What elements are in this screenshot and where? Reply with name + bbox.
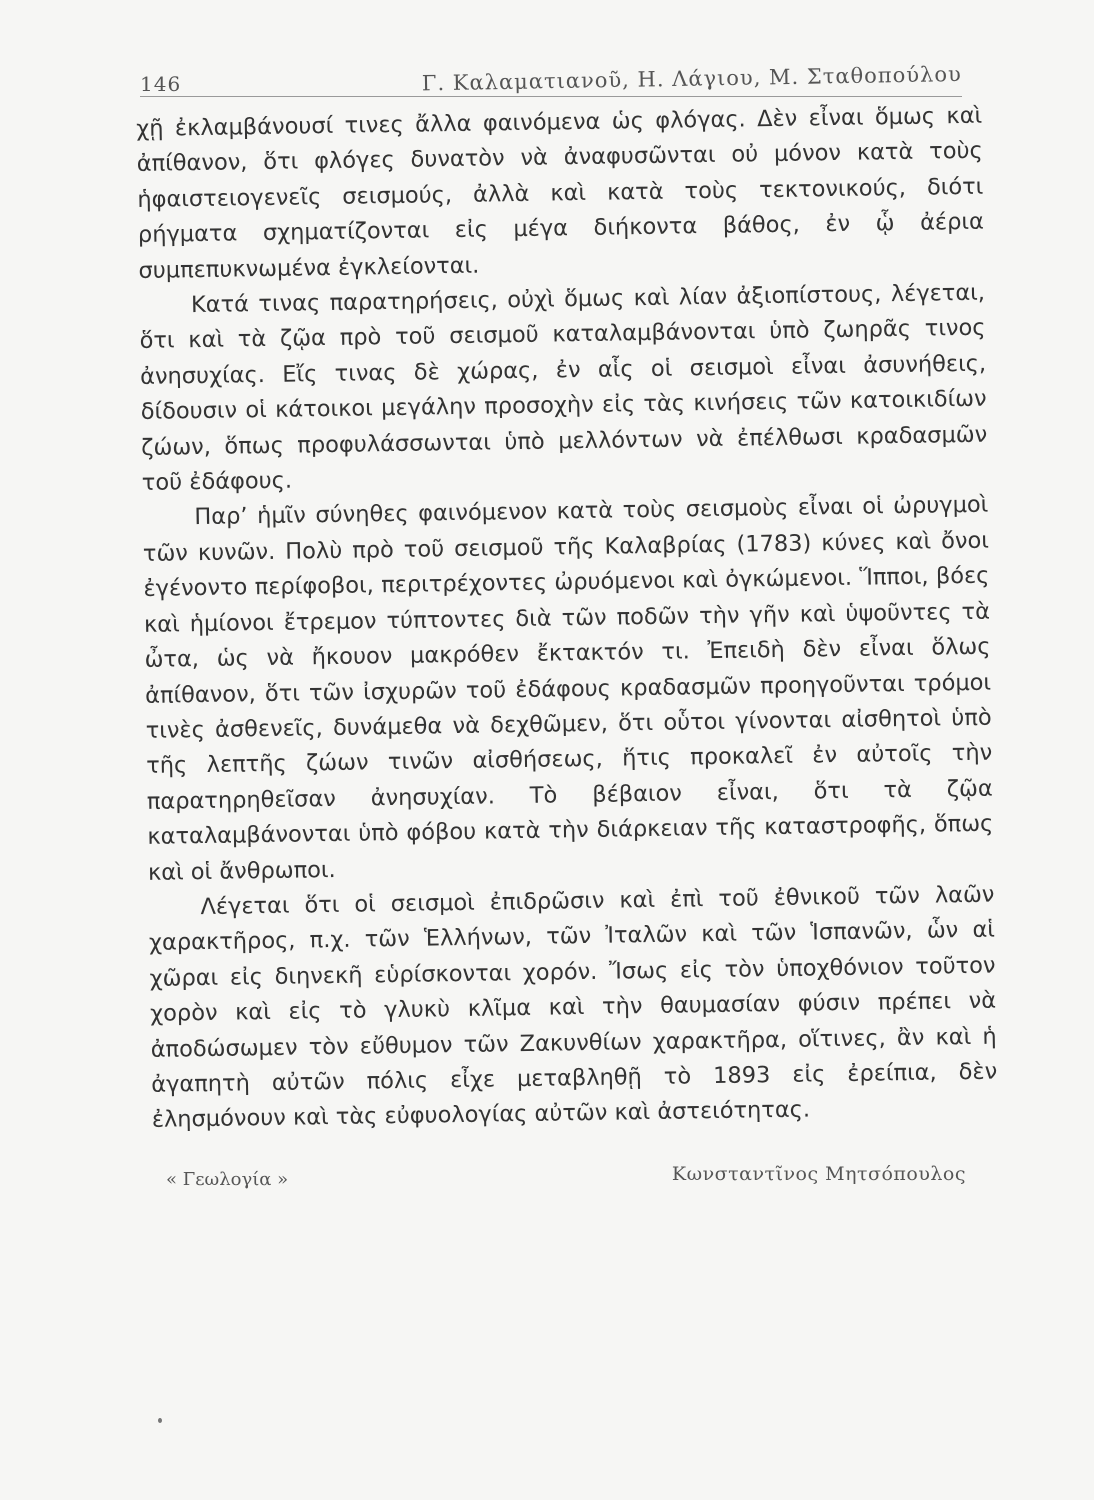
paragraph-3: Παρ’ ἡμῖν σύνηθες φαινόμενον κατὰ τοὺς σεισμοὺς εἶναι οἱ ὠρυγμοὶ τῶν κυνῶν. Πολὺ πρὸ τοῦ σεισμοῦ τῆς Καλαβρίας (1783) κύνες καὶ ὄνοι ἐγένοντο περίφοβοι, περιτρέχοντες ὠρυόμενοι καὶ ὀγκώμενοι. Ἵπποι, βόες καὶ ἡμίονοι ἔτρεμον τύπτοντες διὰ τῶν ποδῶν τὴν γῆν καὶ ὑψοῦντες τὰ ὦτα, ὡς νὰ ἤκουον μακρόθεν ἔκτακτόν τι. Ἐπειδὴ δὲν εἶναι ὅλως ἀπίθανον, ὅτι τῶν ἰσχυρῶν τοῦ ἐδάφους κραδασμῶν προηγοῦνται τρόμοι τινὲς ἀσθενεῖς, δυνάμεθα νὰ δεχθῶμεν, ὅτι οὗτοι γίνονται αἰσθητοὶ ὑπὸ τῆς λεπτῆς ζώων τινῶν αἰσθήσεως, ἥτις προκαλεῖ ἐν αὐτοῖς τὴν παρατηρηθεῖσαν ἀνησυχίαν. Τὸ βέβαιον εἶναι, ὅτι τὰ ζῷα καταλαμβάνονται ὑπὸ φόβου κατὰ τὴν διάρκειαν τῆς καταστροφῆς, ὅπως καὶ οἱ ἄνθρωποι. xyxy=(142,492,994,886)
source-citation: « Γεωλογία » xyxy=(166,1169,289,1190)
running-head-authors: Γ. Καλαματιανοῦ, Η. Λάγιου, Μ. Σταθοπούλου xyxy=(421,62,962,96)
paragraph-1: χῇ ἐκλαμβάνουσί τινες ἄλλα φαινόμενα ὡς φλόγας. Δὲν εἶναι ὅμως καὶ ἀπίθανον, ὅτι φλόγες δυνατὸν νὰ ἀναφυσῶνται οὐ μόνον κατὰ τοὺς ἡφαιστειογενεῖς σεισμούς, ἀλλὰ καὶ κατὰ τοὺς τεκτονικούς, διότι ρήγματα σχηματίζονται εἰς μέγα διήκοντα βάθος, ἐν ᾧ ἀέρια συμπεπυκνωμένα ἐγκλείονται. xyxy=(136,102,985,284)
article-footer xyxy=(166,1163,966,1193)
paragraph-2: Κατά τινας παρατηρήσεις, οὐχὶ ὅμως καὶ λίαν ἀξιοπίστους, λέγεται, ὅτι καὶ τὰ ζῷα πρὸ τοῦ σεισμοῦ καταλαμβάνονται ὑπὸ ζωηρᾶς τινος ἀνησυχίας. Εἴς τινας δὲ χώρας, ἐν αἷς οἱ σεισμοὶ εἶναι ἀσυνήθεις, δίδουσιν οἱ κάτοικοι μεγάλην προσοχὴν εἰς τὰς κινήσεις τῶν κατοικιδίων ζώων, ὅπως προφυλάσσωνται ὑπὸ μελλόντων νὰ ἐπέλθωσι κραδασμῶν τοῦ ἐδάφους. xyxy=(139,279,988,497)
running-head xyxy=(140,62,962,97)
body-text xyxy=(136,99,998,1139)
bleed-through-shadow xyxy=(168,1190,968,1360)
paragraph-4: Λέγεται ὅτι οἱ σεισμοὶ ἐπιδρῶσιν καὶ ἐπὶ τοῦ ἐθνικοῦ τῶν λαῶν χαρακτῆρος, π.χ. τῶν Ἑλλήνων, τῶν Ἰταλῶν καὶ τῶν Ἱσπανῶν, ὧν αἱ χῶραι εἰς διηνεκῆ εὑρίσκονται χορόν. Ἴσως εἰς τὸν ὑποχθόνιον τοῦτον χορὸν καὶ εἰς τὸ γλυκὺ κλῖμα καὶ τὴν θαυμασίαν φύσιν πρέπει νὰ ἀποδώσωμεν τὸν εὔθυμον τῶν Ζακυνθίων χαρακτῆρα, οἵτινες, ἂν καὶ ἡ ἀγαπητὴ αὐτῶν πόλις εἶχε μεταβληθῇ τὸ 1893 εἰς ἐρείπια, δὲν ἐλησμόνουν καὶ τὰς εὐφυολογίας αὐτῶν καὶ ἀστειότητας. xyxy=(148,881,998,1134)
author-signature: Κωνσταντῖνος Μητσόπουλος xyxy=(671,1163,966,1185)
ink-speck xyxy=(158,1418,162,1423)
page-number: 146 xyxy=(140,72,182,96)
